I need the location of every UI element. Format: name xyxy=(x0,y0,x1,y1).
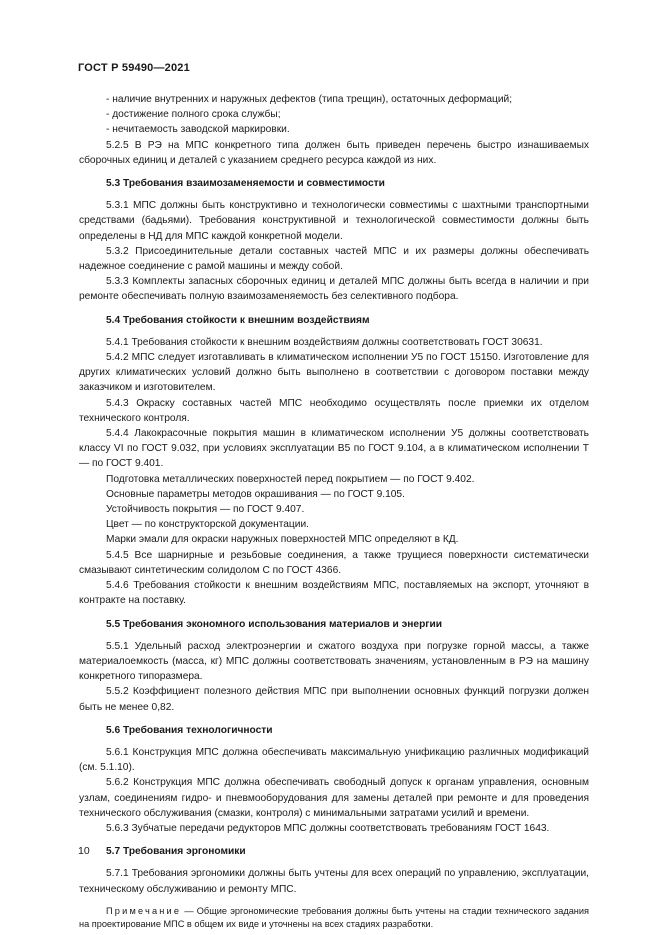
paragraph: 5.4.1 Требования стойкости к внешним воздействиям должны соответствовать ГОСТ 30631. xyxy=(106,336,543,348)
list-item: - нечитаемость заводской маркировки. xyxy=(106,124,290,136)
list-item: - наличие внутренних и наружных дефектов (типа трещин), остаточных деформаций; xyxy=(106,94,513,105)
paragraph: 5.5.1 Удельный расход электроэнергии и сжатого воздуха при погрузке горной массы, а также материалоемкость (масса, кг) МПС должны соответствовать значениям, установленным в РЭ на машину конкретного типоразмера. xyxy=(79,640,589,683)
note-paragraph xyxy=(79,905,589,932)
paragraph: 5.2.5 В РЭ на МПС конкретного типа должен быть приведен перечень быстро изнашиваемых сборочных единиц и деталей с указанием среднего ресурса каждой из них. xyxy=(79,139,589,166)
paragraph: 5.4.3 Окраску составных частей МПС необходимо осуществлять после приемки их отделом технического контроля. xyxy=(79,397,589,424)
section-heading: 5.7 Требования эргономики xyxy=(106,846,246,858)
paragraph: Цвет — по конструкторской документации. xyxy=(106,519,309,531)
paragraph: 5.4.4 Лакокрасочные покрытия машин в климатическом исполнении У5 должны соответствовать классу VI по ГОСТ 9.032, при условиях эксплуатации В5 по ГОСТ 9.104, а в климатическом исполнении Т — по ГОСТ 9.401. xyxy=(79,428,589,470)
note-text: — Общие эргономические требования должны быть учтены на стадии технического задания на проектирование МПС в общем их виде и уточнены на всех стадиях разработки. xyxy=(79,905,589,930)
paragraph: 5.5.2 Коэффициент полезного действия МПС при выполнении основных функций погрузки должен быть не менее 0,82. xyxy=(79,686,589,713)
paragraph: Подготовка металлических поверхностей перед покрытием — по ГОСТ 9.402. xyxy=(106,473,475,485)
list-item: - достижение полного срока службы; xyxy=(106,109,281,121)
paragraph: 5.3.1 МПС должны быть конструктивно и технологически совместимы с шахтными транспортными средствами (бадьями). Требования конструктивной и технологической совместимости должны быть определены в НД для МПС каждой конкретной модели. xyxy=(79,200,589,242)
note-label: Примечание xyxy=(106,905,182,916)
section-heading: 5.6 Требования технологичности xyxy=(106,724,273,736)
paragraph: 5.7.1 Требования эргономики должны быть учтены для всех операций по управлению, эксплуатации, техническому обслуживанию и ремонту МПС. xyxy=(79,868,589,895)
document-body xyxy=(79,92,589,932)
paragraph: 5.4.5 Все шарнирные и резьбовые соединения, а также трущиеся поверхности систематически смазывают синтетическим солидолом С по ГОСТ 4366. xyxy=(79,549,589,576)
paragraph: 5.3.3 Комплекты запасных сборочных единиц и деталей МПС должны быть всегда в наличии и при ремонте обеспечивать полную взаимозаменяемость без селективного подбора. xyxy=(79,276,589,303)
paragraph: 5.6.3 Зубчатые передачи редукторов МПС должны соответствовать требованиям ГОСТ 1643. xyxy=(106,822,550,834)
paragraph: Устойчивость покрытия — по ГОСТ 9.407. xyxy=(106,504,305,516)
document-header: ГОСТ Р 59490—2021 xyxy=(78,62,190,74)
paragraph: 5.6.1 Конструкция МПС должна обеспечивать максимальную унификацию различных модификаций (см. 5.1.10). xyxy=(79,746,589,774)
paragraph: 5.4.2 МПС следует изготавливать в климатическом исполнении У5 по ГОСТ 15150. Изготовление для других климатических условий должно быть выполнено в соответствии с договором поставки между заказчиком и изготовителем. xyxy=(79,352,589,394)
section-heading: 5.3 Требования взаимозаменяемости и совместимости xyxy=(106,178,385,190)
paragraph: 5.4.6 Требования стойкости к внешним воздействиям МПС, поставляемых на экспорт, уточняют в контракте на поставку. xyxy=(79,580,589,607)
paragraph: Марки эмали для окраски наружных поверхностей МПС определяют в КД. xyxy=(106,534,459,546)
paragraph: Основные параметры методов окрашивания — по ГОСТ 9.105. xyxy=(106,488,405,500)
section-heading: 5.5 Требования экономного использования материалов и энергии xyxy=(106,618,443,630)
paragraph: 5.3.2 Присоединительные детали составных частей МПС и их размеры должны обеспечивать надежное соединение с рамой машины и между собой. xyxy=(79,245,589,273)
paragraph: 5.6.2 Конструкция МПС должна обеспечивать свободный допуск к органам управления, основным узлам, соединениям гидро- и пневмооборудования для замены деталей при ремонте и для проведения технического обслуживания (смазки, контроля) с минимальными затратами усилий и времени. xyxy=(79,777,589,819)
page-number: 10 xyxy=(78,845,90,857)
paragraph-list xyxy=(79,92,589,897)
section-heading: 5.4 Требования стойкости к внешним воздействиям xyxy=(106,314,370,326)
